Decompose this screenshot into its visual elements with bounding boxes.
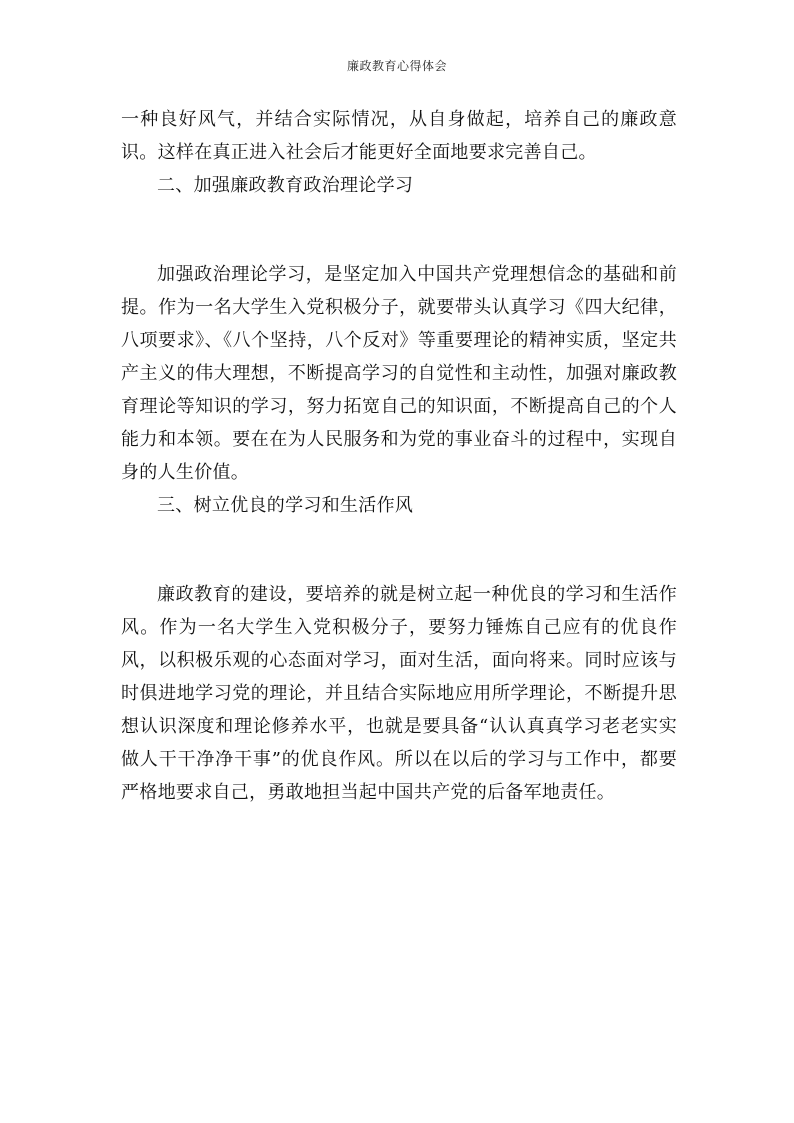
paragraph-continuation: 一种良好风气，并结合实际情况，从自身做起，培养自己的廉政意识。这样在真正进入社会后才能更好全面地要求完善自己。	[121, 109, 677, 163]
page-header-title: 廉政教育心得体会	[346, 59, 447, 73]
section-heading-3: 三、树立优良的学习和生活作风	[157, 495, 414, 516]
document-body	[121, 103, 677, 809]
paragraph-section-2: 加强政治理论学习，是坚定加入中国共产党理想信念的基础和前提。作为一名大学生入党积极分子，就要带头认真学习《四大纪律，八项要求》、《八个坚持，八个反对》等重要理论的精神实质，坚定共产主义的伟大理想，不断提高学习的自觉性和主动性，加强对廉政教育理论等知识的学习，努力拓宽自己的知识面，不断提高自己的个人能力和本领。要在在为人民服务和为党的事业奋斗的过程中，实现自身的人生价值。	[121, 264, 677, 483]
paragraph-section-3: 廉政教育的建设，要培养的就是树立起一种优良的学习和生活作风。作为一名大学生入党积极分子，要努力锤炼自己应有的优良作风，以积极乐观的心态面对学习，面对生活，面向将来。同时应该与时俱进地学习党的理论，并且结合实际地应用所学理论，不断提升思想认识深度和理论修养水平，也就是要具备“认认真真学习老老实实做人干干净净干事”的优良作风。所以在以后的学习与工作中，都要严格地要求自己，勇敢地担当起中国共产党的后备军地责任。	[121, 584, 677, 803]
section-heading-2: 二、加强廉政教育政治理论学习	[157, 175, 414, 196]
